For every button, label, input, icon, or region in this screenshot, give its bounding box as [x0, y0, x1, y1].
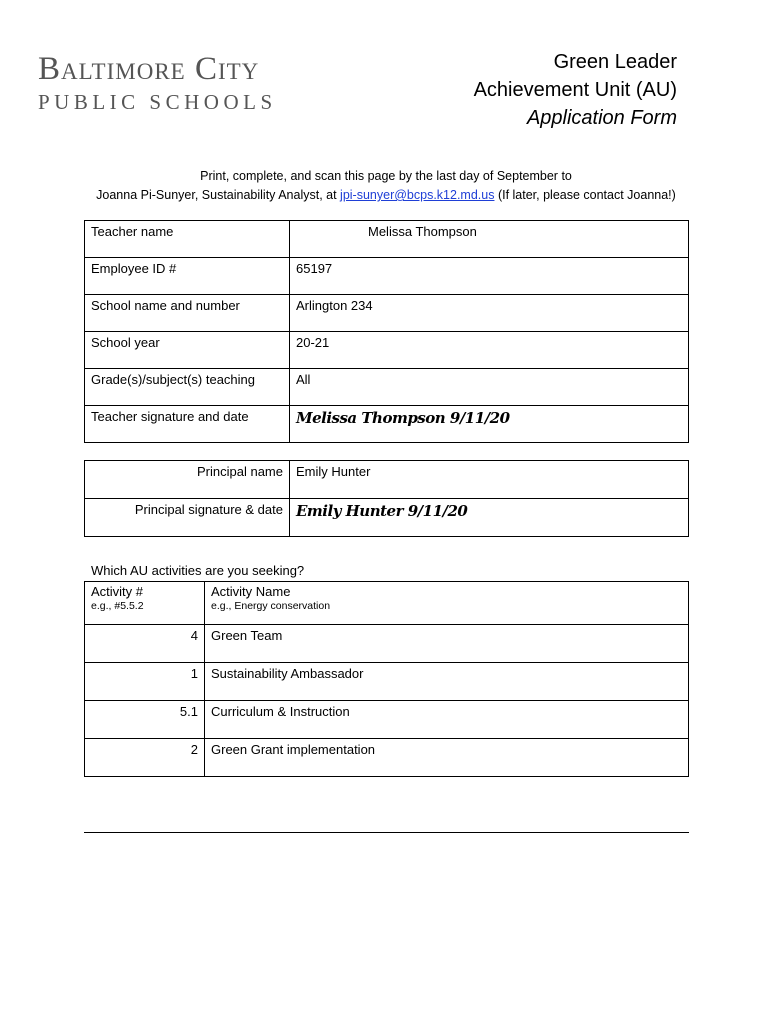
header-example: e.g., Energy conservation: [211, 600, 331, 612]
instructions-line-2: [60, 186, 712, 205]
form-title: [474, 48, 677, 132]
title-line-1: Green Leader: [553, 51, 677, 73]
activities-question: Which AU activities are you seeking?: [91, 563, 305, 578]
activity-name: Green Team: [205, 625, 689, 663]
instructions-line-2-suffix: (If later, please contact Joanna!): [494, 188, 676, 202]
table-row: [85, 739, 689, 777]
field-label: Principal name: [85, 461, 290, 499]
table-row: [85, 369, 689, 406]
field-label: School year: [85, 332, 290, 369]
field-label: School name and number: [85, 295, 290, 332]
activity-name: Sustainability Ambassador: [205, 663, 689, 701]
principal-signature: Emily Hunter 9/11/20: [290, 499, 689, 537]
field-label: Teacher signature and date: [85, 406, 290, 443]
logo-city-text: Baltimore City: [38, 51, 260, 87]
teacher-signature: Melissa Thompson 9/11/20: [290, 406, 689, 443]
principal-info-table: [84, 460, 689, 537]
employee-id-value: 65197: [290, 258, 689, 295]
activity-name: Green Grant implementation: [205, 739, 689, 777]
table-row: [85, 663, 689, 701]
district-logo: [38, 52, 328, 114]
table-row: [85, 221, 689, 258]
field-label: Teacher name: [85, 221, 290, 258]
school-name-value: Arlington 234: [290, 295, 689, 332]
header-label: Activity #: [91, 584, 144, 599]
field-label: Grade(s)/subject(s) teaching: [85, 369, 290, 406]
table-row: [85, 701, 689, 739]
title-line-3: Application Form: [526, 107, 677, 129]
table-row: [85, 406, 689, 443]
principal-name-value: Emily Hunter: [290, 461, 689, 499]
school-year-value: 20-21: [290, 332, 689, 369]
column-header-activity-number: [85, 582, 205, 625]
table-header-row: [85, 582, 689, 625]
teacher-info-table: [84, 220, 689, 443]
activity-number: 1: [85, 663, 205, 701]
activity-number: 2: [85, 739, 205, 777]
teacher-name-value: Melissa Thompson: [290, 221, 689, 258]
grades-value: All: [290, 369, 689, 406]
table-row: [85, 295, 689, 332]
field-label: Employee ID #: [85, 258, 290, 295]
divider: [84, 832, 689, 833]
activity-number: 5.1: [85, 701, 205, 739]
activity-number: 4: [85, 625, 205, 663]
activity-name: Curriculum & Instruction: [205, 701, 689, 739]
activities-table: [84, 581, 689, 777]
header-label: Activity Name: [211, 584, 291, 599]
table-row: [85, 499, 689, 537]
column-header-activity-name: [205, 582, 689, 625]
instructions-line-2-prefix: Joanna Pi-Sunyer, Sustainability Analyst, at: [96, 188, 341, 202]
header-example: e.g., #5.5.2: [91, 600, 144, 612]
table-row: [85, 258, 689, 295]
instructions-line-1: Print, complete, and scan this page by the last day of September to: [200, 169, 572, 183]
logo-schools-text: PUBLIC SCHOOLS: [38, 90, 277, 114]
instructions: [60, 167, 712, 205]
field-label: Principal signature & date: [85, 499, 290, 537]
table-row: [85, 625, 689, 663]
title-line-2: Achievement Unit (AU): [473, 79, 677, 101]
contact-email-link[interactable]: jpi-sunyer@bcps.k12.md.us: [340, 188, 495, 202]
table-row: [85, 332, 689, 369]
table-row: [85, 461, 689, 499]
